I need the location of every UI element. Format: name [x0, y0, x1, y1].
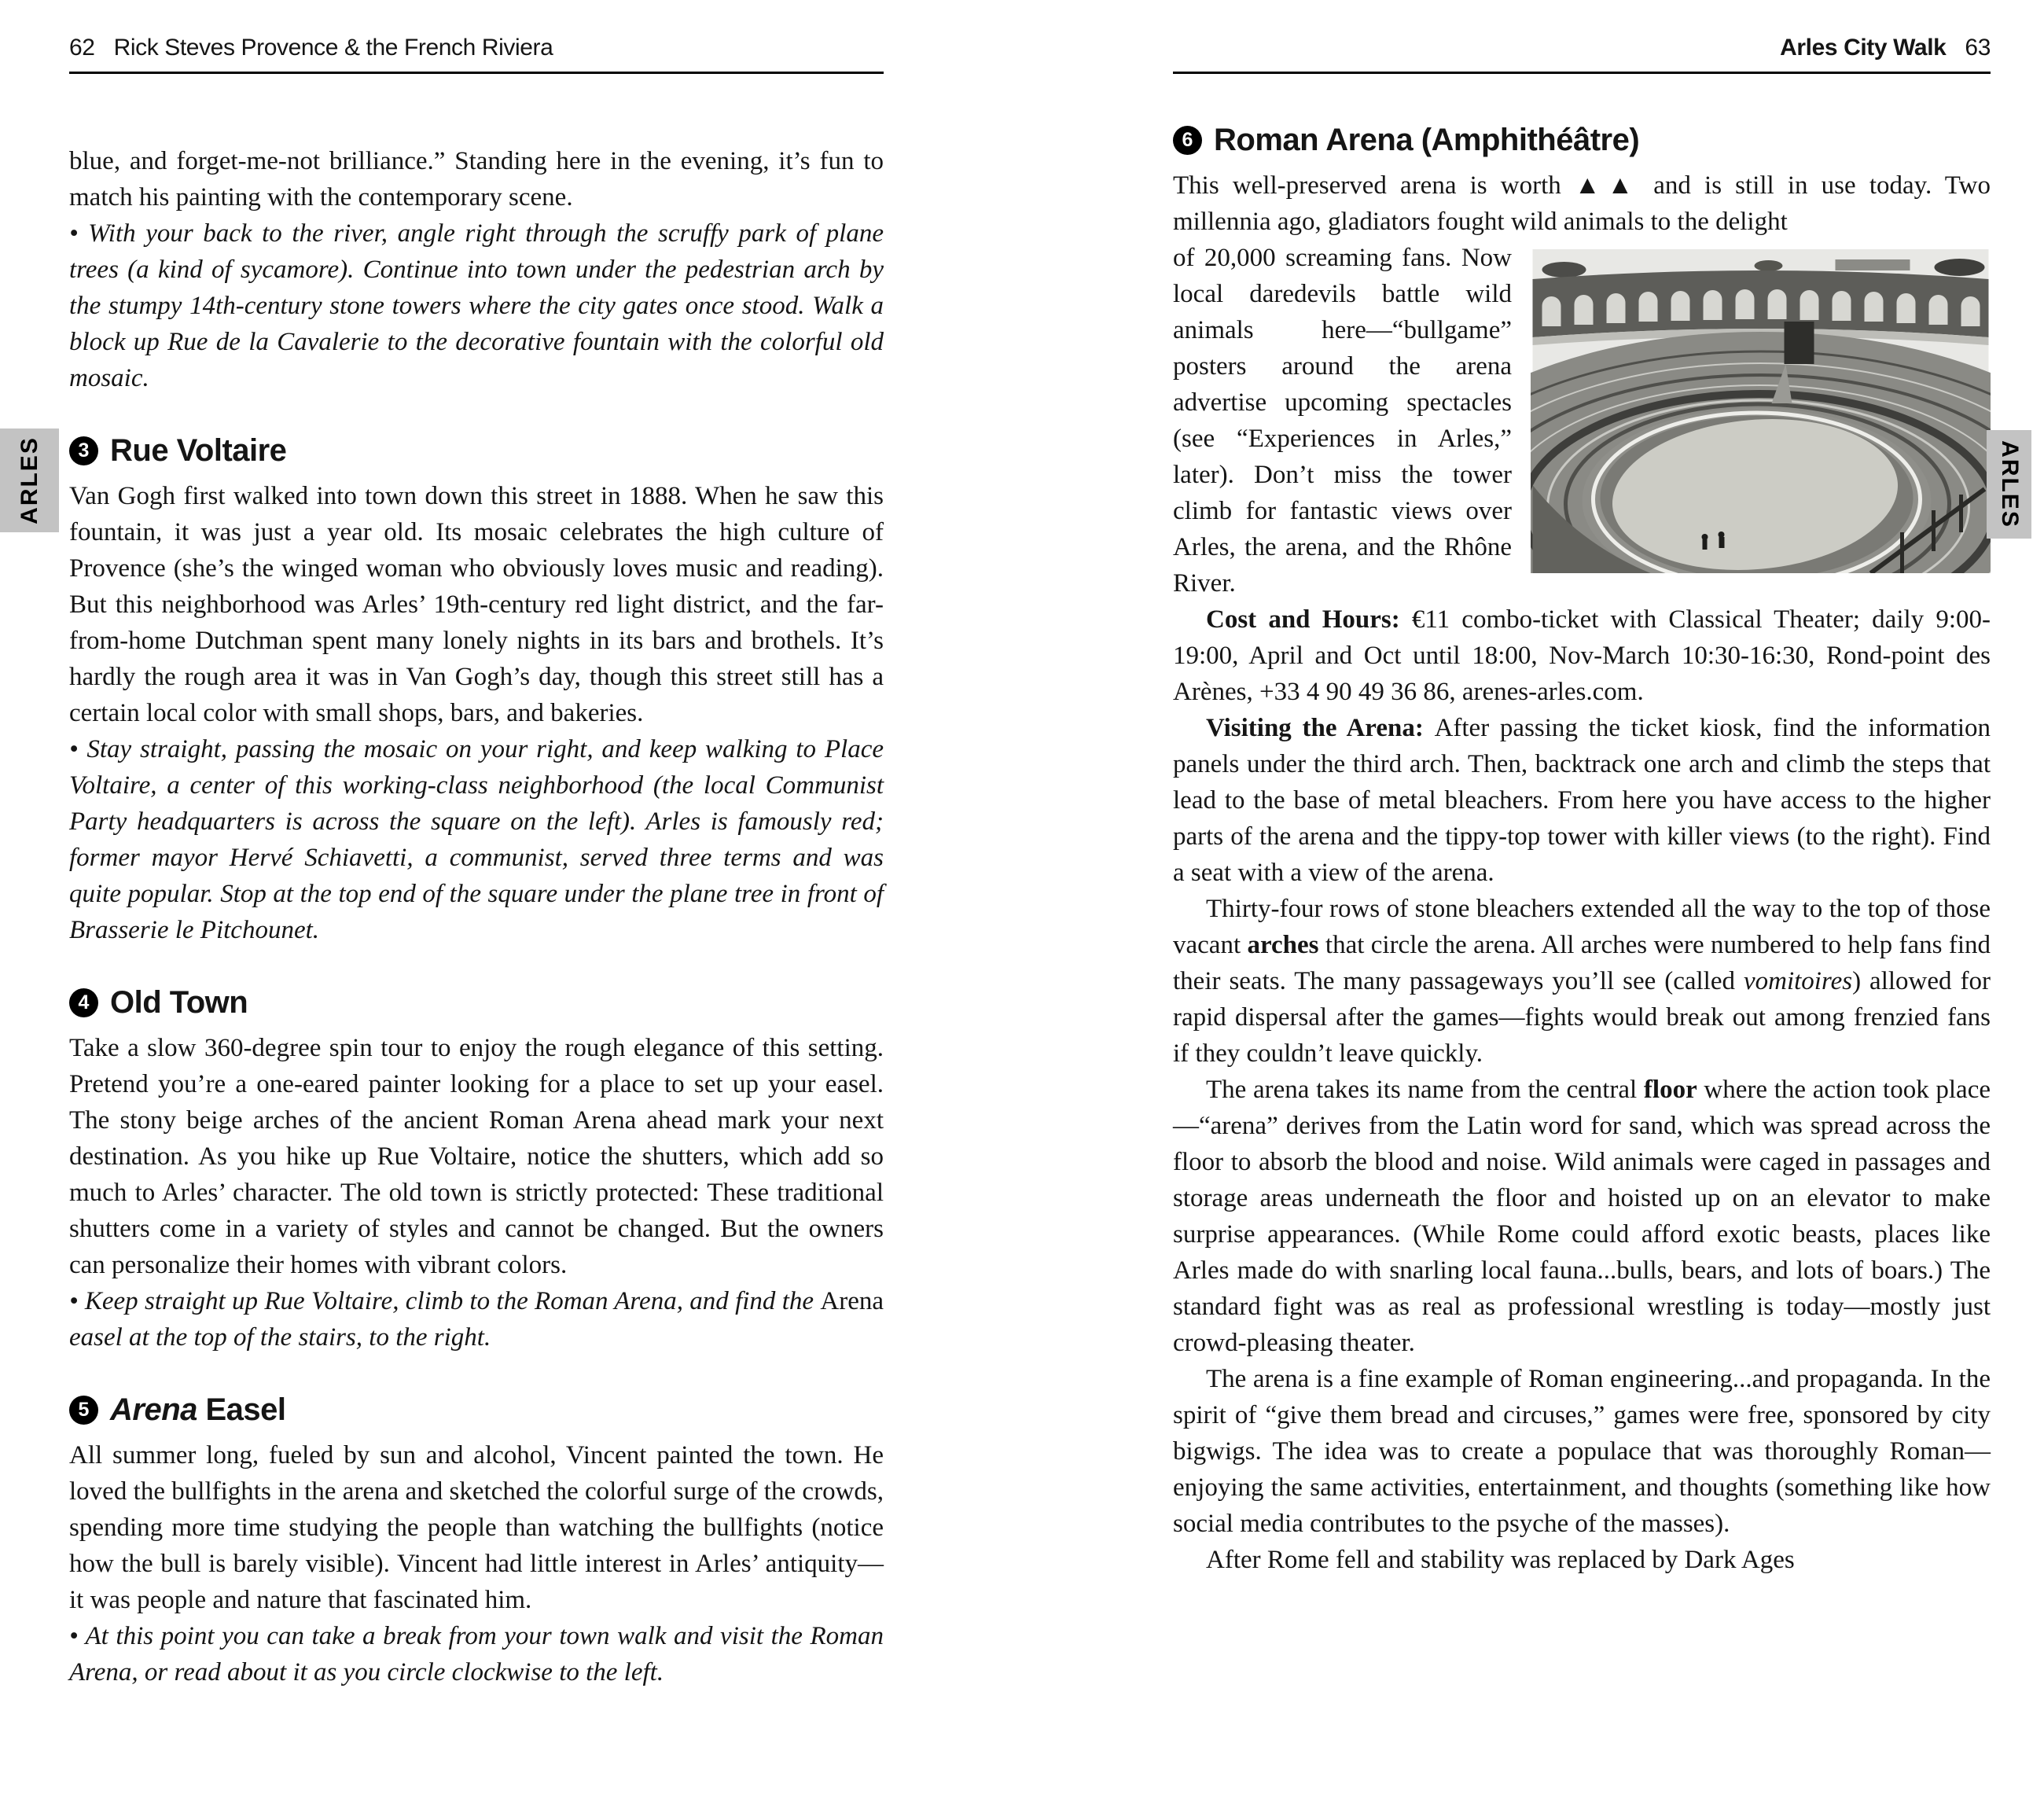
right-page-number: 63: [1965, 35, 1991, 61]
paragraph: Thirty-four rows of stone bleachers extended all the way to the top of those vacant arches that circle the arena. All arches were numbered to help fans find their seats. The many passageways you’ll see (called vomitoires) allowed for rapid dispersal after the games—fights would break out among frenzied fans if they couldn’t leave quickly.: [1173, 895, 1991, 1068]
arles-tab-right: [1987, 430, 2031, 539]
section-title: Arena Easel: [110, 1392, 286, 1427]
section-body-arena-easel: [69, 1437, 884, 1690]
right-header-title: Arles City Walk: [1780, 35, 1947, 61]
section-heading-rue-voltaire: [69, 432, 884, 469]
paragraph: of 20,000 screaming fans. Now local daredevils battle wild animals here—“bullgame” posters around the arena advertise upcoming spectacles (see “Experiences in Arles,” later). Don’t miss the tower climb for fantastic views over Arles, the arena, and the Rhône River.: [1173, 244, 1512, 598]
continuation-text: [69, 143, 884, 396]
paragraph: Visiting the Arena: After passing the ticket kiosk, find the information panels under the third arch. Then, backtrack one arch and climb the steps that lead to the base of metal bleachers. From here you have access to the higher parts of the arena and the tippy-top tower with killer views (to the right). Find a seat with a view of the arena.: [1173, 714, 1991, 887]
section-heading-roman-arena: [1173, 123, 1991, 158]
left-page-header: [69, 35, 884, 74]
walk-direction: • Keep straight up Rue Voltaire, climb to the Roman Arena, and find the Arena easel at the top of the stairs, to the right.: [69, 1287, 884, 1352]
section-number-badge: 4: [69, 988, 98, 1017]
section-heading-arena-easel: [69, 1392, 884, 1428]
section-body-roman-arena: [1173, 601, 1991, 1578]
walk-direction: • At this point you can take a break from your town walk and visit the Roman Arena, or read about it as you circle clockwise to the left.: [69, 1622, 884, 1686]
arles-tab-left: [0, 429, 59, 532]
arles-tab-label: ARLES: [16, 436, 42, 524]
arles-tab-label: ARLES: [1996, 440, 2023, 528]
section-heading-old-town: [69, 984, 884, 1021]
left-header-title: Rick Steves Provence & the French Riviera: [113, 35, 553, 61]
section-title: Old Town: [110, 985, 248, 1020]
paragraph: Van Gogh first walked into town down this street in 1888. When he saw this fountain, it was just a year old. Its mosaic celebrates the high culture of Provence (she’s the winged woman who obviously loves music and reading). But this neighborhood was Arles’ 19th-century red light district, and the far-from-home Dutchman spent many lonely nights in its bars and brothels. It’s hardly the rough area it was in Van Gogh’s day, though this street still has a certain local color with small shops, bars, and bakeries.: [69, 482, 884, 727]
right-page-header: [1173, 35, 1991, 74]
section-body-old-town: [69, 1030, 884, 1355]
right-page-body: [1173, 167, 1991, 1578]
arena-photo-graphic: [1531, 249, 1991, 573]
paragraph: Cost and Hours: €11 combo-ticket with Classical Theater; daily 9:00-19:00, April and Oct until 18:00, Nov-March 10:30-16:30, Rond-point des Arènes, +33 4 90 49 36 86, arenes-arles.com.: [1173, 605, 1991, 706]
page-right: [1173, 35, 1991, 1578]
paragraph: All summer long, fueled by sun and alcohol, Vincent painted the town. He loved the bullfights in the arena and sketched the colorful surge of the crowds, spending more time studying the people than watching the bullfights (notice how the bull is barely visible). Vincent had little interest in Arles’ antiquity—it was people and nature that fascinated him.: [69, 1441, 884, 1614]
section-number-badge: 3: [69, 436, 98, 465]
paragraph: The arena takes its name from the central floor where the action took place—“arena” derives from the Latin word for sand, which was spread across the floor to absorb the blood and noise. Wild animals were caged in passages and storage areas underneath the floor and hoisted up on an elevator to make surprise appearances. (While Rome could afford exotic beasts, places like Arles made do with snarling local fauna...bulls, bears, and lots of boars.) The standard fight was as real as professional wrestling is today—mostly just crowd-pleasing theater.: [1173, 1076, 1991, 1357]
section-body-rue-voltaire: [69, 478, 884, 948]
walk-direction: • Stay straight, passing the mosaic on your right, and keep walking to Place Voltaire, a center of this working-class neighborhood (the local Communist Party headquarters is across the square on the left). Arles is famously red; former mayor Hervé Schiavetti, a communist, served three terms and was quite popular. Stop at the top end of the square under the plane tree in front of Brasserie le Pitchounet.: [69, 735, 884, 944]
paragraph: After Rome fell and stability was replaced by Dark Ages: [1206, 1546, 1795, 1574]
paragraph: Take a slow 360-degree spin tour to enjoy the rough elegance of this setting. Pretend you’re a one-eared painter looking for a place to set up your easel. The stony beige arches of the ancient Roman Arena ahead mark your next destination. As you hike up Rue Voltaire, notice the shutters, which add so much to Arles’ character. The old town is strictly protected: These traditional shutters come in a variety of styles and cannot be changed. But the owners can personalize their homes with vibrant colors.: [69, 1034, 884, 1279]
section-title: Roman Arena (Amphithéâtre): [1214, 123, 1640, 157]
paragraph: The arena is a fine example of Roman engineering...and propaganda. In the spirit of “give them bread and circuses,” games were free, sponsored by city bigwigs. The idea was to create a populace that was thoroughly Roman—enjoying the same activities, entertainment, and thoughts (something like how social media contributes to the psyche of the masses).: [1173, 1365, 1991, 1538]
page-left: [69, 35, 884, 1690]
paragraph: This well-preserved arena is worth ▲▲ and is still in use today. Two millennia ago, gladiators fought wild animals to the delight: [1173, 171, 1991, 236]
section-number-badge: 6: [1173, 126, 1202, 155]
section-number-badge: 5: [69, 1396, 98, 1425]
paragraph: blue, and forget-me-not brilliance.” Standing here in the evening, it’s fun to match his painting with the contemporary scene.: [69, 147, 884, 211]
arena-photo: [1531, 249, 1991, 573]
left-page-number: 62: [69, 35, 95, 61]
section-title: Rue Voltaire: [110, 433, 287, 468]
walk-direction: • With your back to the river, angle right through the scruffy park of plane trees (a kind of sycamore). Continue into town under the pedestrian arch by the stumpy 14th-century stone towers where the city gates once stood. Walk a block up Rue de la Cavalerie to the decorative fountain with the colorful old mosaic.: [69, 219, 884, 392]
left-page-body: [69, 143, 884, 1690]
